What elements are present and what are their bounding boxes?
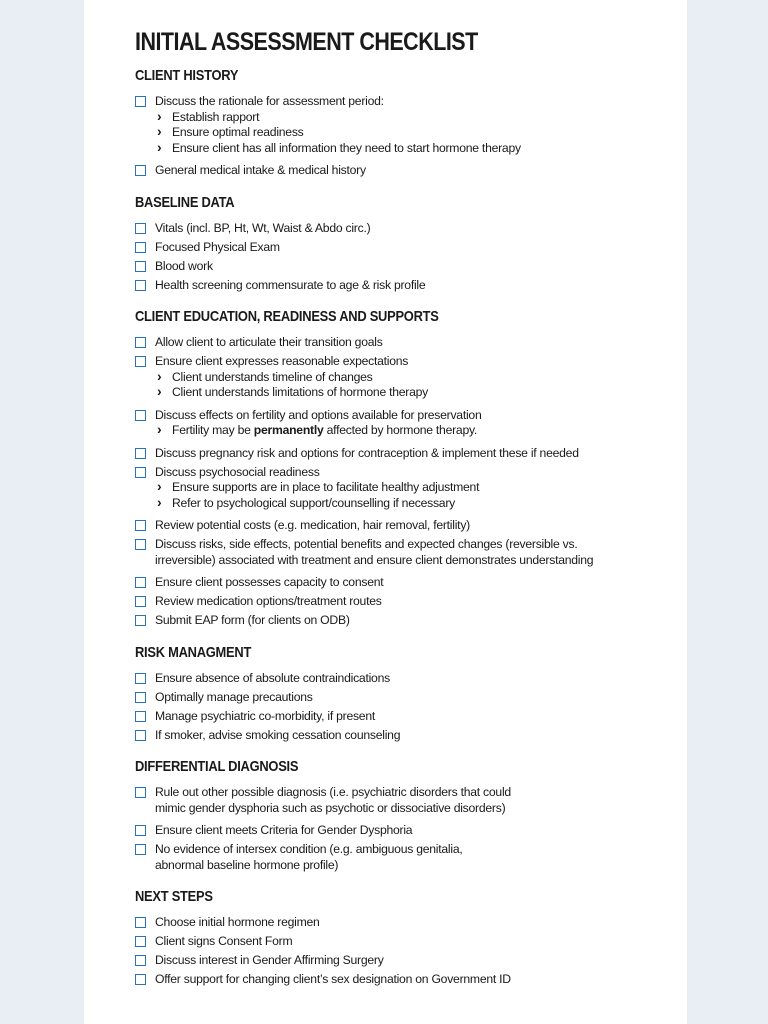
section-heading: CLIENT EDUCATION, READINESS AND SUPPORTS [135, 308, 439, 325]
checkbox[interactable] [135, 261, 146, 272]
item-label: Submit EAP form (for clients on ODB) [155, 613, 350, 627]
item-label: Discuss effects on fertility and options available for preservation [155, 407, 482, 422]
sub-item: › Client understands limitations of hormone therapy [155, 385, 665, 401]
checkbox[interactable] [135, 165, 146, 176]
item-label: Focused Physical Exam [155, 239, 280, 254]
checkbox[interactable] [135, 96, 146, 107]
sub-item-emphasis: permanently [253, 423, 324, 437]
section-differential-diagnosis [135, 757, 665, 873]
checklist-item [135, 335, 665, 351]
sub-item [155, 423, 665, 439]
section-baseline-data [135, 193, 665, 294]
checkbox[interactable] [135, 844, 146, 855]
sub-item: › Ensure supports are in place to facilitate healthy adjustment [155, 480, 665, 496]
item-label: Health screening commensurate to age & risk profile [155, 277, 426, 292]
checkbox[interactable] [135, 955, 146, 966]
checklist-content [135, 26, 665, 1002]
section-heading: DIFFERENTIAL DIAGNOSIS [135, 758, 299, 775]
item-label: If smoker, advise smoking cessation counseling [155, 727, 401, 742]
item-label: Blood work [155, 258, 213, 273]
sub-item: › Client understands timeline of changes [155, 370, 665, 386]
checklist-item [135, 934, 665, 950]
item-label: Review medication options/treatment routes [155, 594, 382, 608]
document-page [84, 0, 687, 1024]
checkbox[interactable] [135, 520, 146, 531]
checklist-item [135, 94, 665, 156]
item-label: Vitals (incl. BP, Ht, Wt, Waist & Abdo circ.) [155, 220, 371, 235]
checkbox[interactable] [135, 615, 146, 626]
checklist-item [135, 728, 665, 744]
checkbox[interactable] [135, 825, 146, 836]
item-label: Discuss the rationale for assessment period: [155, 94, 384, 108]
sub-item-text: affected by hormone therapy. [323, 423, 478, 437]
section-heading: BASELINE DATA [135, 193, 235, 211]
checkbox[interactable] [135, 596, 146, 607]
checkbox[interactable] [135, 356, 146, 367]
checkbox[interactable] [135, 917, 146, 928]
item-label: Client signs Consent Form [155, 934, 293, 948]
checklist-item [135, 613, 665, 629]
page-title: INITIAL ASSESSMENT CHECKLIST [135, 28, 478, 56]
checkbox[interactable] [135, 280, 146, 291]
checkbox[interactable] [135, 448, 146, 459]
sub-item: › Refer to psychological support/counselling if necessary [155, 496, 665, 512]
section-risk-managment [135, 643, 665, 744]
checklist-item [135, 594, 665, 610]
sub-item: › Establish rapport [155, 110, 665, 126]
item-label-continued: abnormal baseline hormone profile) [155, 857, 339, 872]
item-label: No evidence of intersex condition (e.g. ambiguous genitalia, [155, 842, 463, 856]
checklist-item [135, 915, 665, 931]
checklist-item [135, 785, 665, 816]
item-label: Discuss risks, side effects, potential benefits and expected changes (reversible vs. [155, 537, 578, 551]
checklist-item [135, 575, 665, 591]
checkbox[interactable] [135, 936, 146, 947]
item-label: Ensure client expresses reasonable expectations [155, 354, 409, 368]
item-label-continued: mimic gender dysphoria such as psychotic or dissociative disorders) [155, 800, 506, 815]
checklist-item [135, 709, 665, 725]
checklist-item [135, 518, 665, 534]
checklist-item [135, 278, 665, 294]
item-label: Ensure absence of absolute contraindications [155, 670, 390, 685]
checklist-item [135, 240, 665, 256]
section-next-steps [135, 887, 665, 988]
checklist-item [135, 953, 665, 969]
checklist-sections [135, 66, 665, 988]
checklist-item [135, 537, 665, 568]
item-label-continued: irreversible) associated with treatment and ensure client demonstrates understanding [155, 552, 594, 567]
item-label: Discuss interest in Gender Affirming Surgery [155, 953, 384, 967]
checklist-item [135, 446, 665, 462]
section-heading: CLIENT HISTORY [135, 67, 239, 84]
item-label: Ensure client possesses capacity to consent [155, 575, 384, 589]
checkbox[interactable] [135, 673, 146, 684]
checkbox[interactable] [135, 223, 146, 234]
item-label: Choose initial hormone regimen [155, 915, 320, 929]
checklist-item [135, 465, 665, 512]
checklist-item [135, 671, 665, 687]
item-label: General medical intake & medical history [155, 163, 366, 177]
checkbox[interactable] [135, 410, 146, 421]
section-heading: NEXT STEPS [135, 888, 213, 905]
item-label: Offer support for changing client’s sex designation on Government ID [155, 972, 511, 986]
checklist-item [135, 972, 665, 988]
checkbox[interactable] [135, 692, 146, 703]
checklist-item [135, 163, 665, 179]
item-label: Optimally manage precautions [155, 689, 313, 704]
item-label: Review potential costs (e.g. medication, hair removal, fertility) [155, 518, 470, 532]
checkbox[interactable] [135, 974, 146, 985]
item-label: Rule out other possible diagnosis (i.e. psychiatric disorders that could [155, 785, 511, 799]
checklist-item [135, 842, 665, 873]
checkbox[interactable] [135, 577, 146, 588]
checkbox[interactable] [135, 539, 146, 550]
item-label: Allow client to articulate their transition goals [155, 335, 383, 349]
checkbox[interactable] [135, 787, 146, 798]
checklist-item [135, 690, 665, 706]
item-label: Discuss psychosocial readiness [155, 464, 320, 479]
checkbox[interactable] [135, 467, 146, 478]
sub-item-text: Fertility may be [172, 423, 254, 437]
checkbox[interactable] [135, 242, 146, 253]
checklist-item [135, 408, 665, 439]
sub-item: › Ensure client has all information they need to start hormone therapy [155, 141, 665, 157]
checkbox[interactable] [135, 711, 146, 722]
item-label: Manage psychiatric co-morbidity, if present [155, 708, 376, 723]
section-client-history [135, 66, 665, 179]
sub-item: › Ensure optimal readiness [155, 125, 665, 141]
checklist-item [135, 221, 665, 237]
checklist-item [135, 354, 665, 401]
item-label: Discuss pregnancy risk and options for contraception & implement these if needed [155, 445, 579, 460]
section-heading: RISK MANAGMENT [135, 643, 252, 661]
item-label: Ensure client meets Criteria for Gender Dysphoria [155, 823, 413, 837]
checkbox[interactable] [135, 337, 146, 348]
checklist-item [135, 823, 665, 839]
checklist-item [135, 259, 665, 275]
section-client-education-readiness-and-supports [135, 307, 665, 629]
checkbox[interactable] [135, 730, 146, 741]
